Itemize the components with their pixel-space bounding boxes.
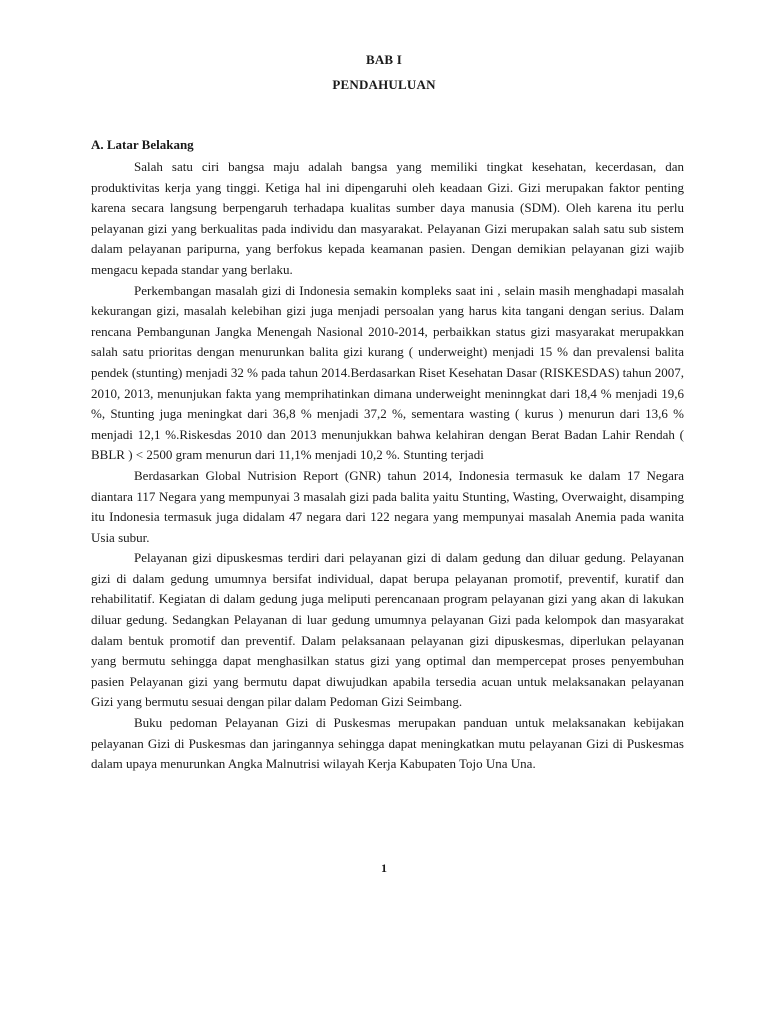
chapter-number: BAB I	[365, 52, 403, 67]
page-number: 1	[381, 861, 387, 875]
paragraph-2: Perkembangan masalah gizi di Indonesia semakin kompleks saat ini , selain masih menghadapi masalah kekurangan gizi, masalah kelebihan gizi juga menjadi persoalan yang harus kita tangani dengan serius. Dalam rencana Pembangunan Jangka Menengah Nasional 2010-2014, perbaikkan status gizi masyarakat merupakkan salah satu prioritas dengan menurunkan balita gizi kurang ( underweight) menjadi 15 % dan prevalensi balita pendek (stunting) menjadi 32 % pada tahun 2014.Berdasarkan Riset Kesehatan Dasar (RISKESDAS) tahun 2007, 2010, 2013, menunjukan fakta yang memprihatinkan dimana underweight meninngkat dari 18,4 % menjadi 19,6 %, Stunting juga meningkat dari 36,8 % menjadi 37,2 %, sementara wasting ( kurus ) menurun dari 13,6 % menjadi 12,1 %.Riskesdas 2010 dan 2013 menunjukkan bahwa kelahiran dengan Berat Badan Lahir Rendah ( BBLR ) < 2500 gram menurun dari 11,1% menjadi 10,2 %. Stunting terjadi	[91, 282, 684, 463]
paragraph-3: Berdasarkan Global Nutrision Report (GNR) tahun 2014, Indonesia termasuk ke dalam 17 Negara diantara 117 Negara yang mempunyai 3 masalah gizi pada balita yaitu Stunting, Wasting, Overwaight, disamping itu Indonesia termasuk juga didalam 47 negara dari 122 negara yang mempunyai masalah Anemia pada wanita Usia subur.	[91, 467, 684, 545]
chapter-title: PENDAHULUAN	[332, 77, 436, 92]
paragraph-5: Buku pedoman Pelayanan Gizi di Puskesmas merupakan panduan untuk melaksanakan kebijakan pelayanan Gizi di Puskesmas dan jaringannya sehingga dapat meningkatkan mutu pelayanan Gizi di Puskesmas dalam upaya menurunkan Angka Malnutrisi wilayah Kerja Kabupaten Tojo Una Una.	[91, 715, 684, 772]
body-text	[91, 157, 684, 775]
paragraph-1: Salah satu ciri bangsa maju adalah bangsa yang memiliki tingkat kesehatan, kecerdasan, dan produktivitas kerja yang tinggi. Ketiga hal ini dipengaruhi oleh keadaan Gizi. Gizi merupakan faktor penting karena secara langsung berpengaruh terhadapa kualitas sumber daya manusia (SDM). Oleh karena itu perlu pelayanan gizi yang berkualitas pada individu dan masyarakat. Pelayanan Gizi merupakan salah satu sub sistem dalam pelayanan paripurna, yang berfokus kepada keamanan pasien. Dengan demikian pelayanan gizi wajib mengacu kepada standar yang berlaku.	[91, 159, 684, 277]
paragraph-4: Pelayanan gizi dipuskesmas terdiri dari pelayanan gizi di dalam gedung dan diluar gedung. Pelayanan gizi di dalam gedung umumnya bersifat individual, dapat berupa pelayanan promotif, preventif, kuratif dan rehabilitatif. Kegiatan di dalam gedung juga meliputi perencanaan program pelayanan gizi yang akan di lakukan diluar gedung. Sedangkan Pelayanan di luar gedung umumnya pelayanan Gizi pada kelompok dan masyarakat dalam bentuk promotif dan preventif. Dalam pelaksanaan pelayanan gizi dipuskesmas, diperlukan pelayanan yang bermutu sehingga dapat menghasilkan status gizi yang optimal dan mempercepat proses penyembuhan pasien Pelayanan gizi yang bermutu dapat diwujudkan apabila tersedia acuan untuk melaksanakan pelayanan Gizi yang bermutu sesuai dengan pilar dalam Pedoman Gizi Seimbang.	[91, 550, 684, 710]
section-heading: A. Latar Belakang	[91, 137, 194, 152]
